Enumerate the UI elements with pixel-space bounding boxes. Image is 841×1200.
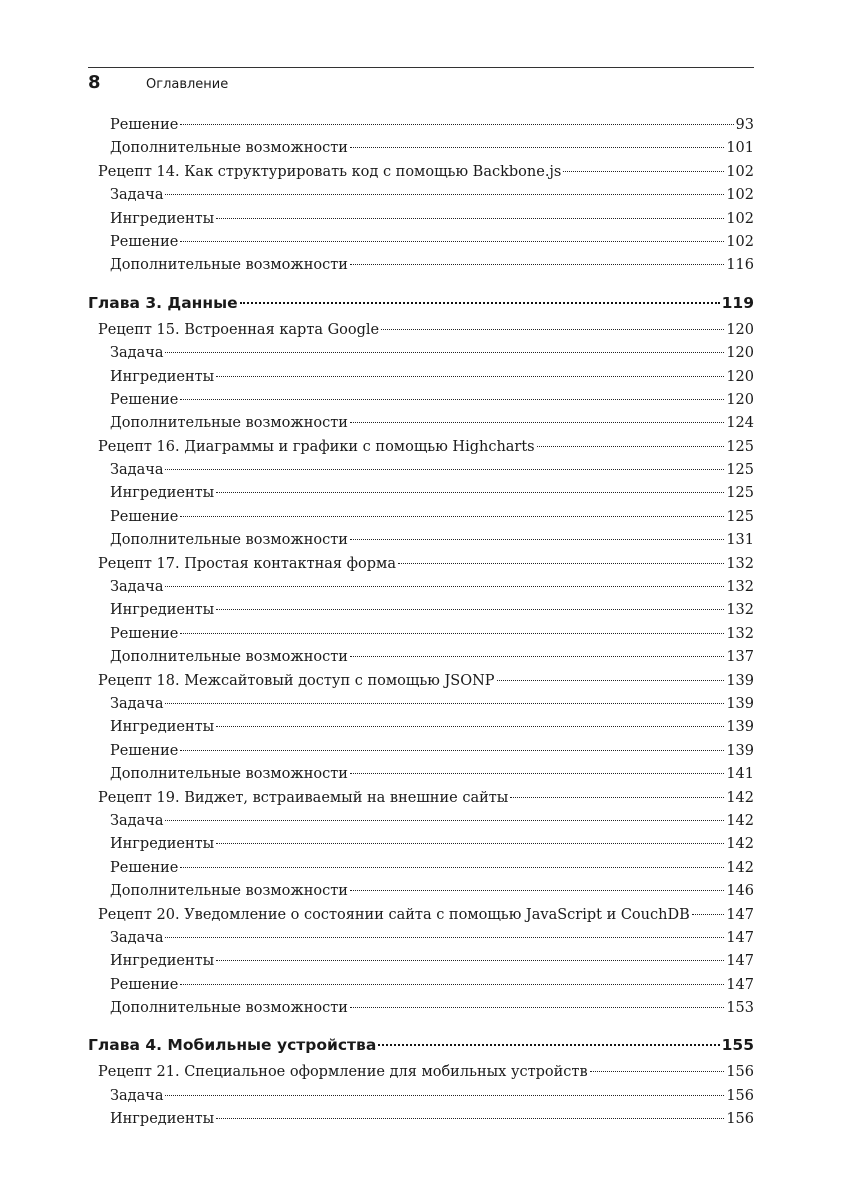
toc-entry-title: Рецепт 20. Уведомление о состоянии сайта с помощью JavaScript и CouchDB — [98, 906, 690, 923]
toc-entry-title: Рецепт 17. Простая контактная форма — [98, 555, 396, 572]
toc-section-entry[interactable] — [88, 693, 754, 716]
toc-entry-title: Задача — [110, 462, 164, 479]
toc-section-entry[interactable] — [88, 366, 754, 389]
toc-section-entry[interactable] — [88, 389, 754, 412]
dot-leader — [165, 820, 724, 821]
toc-entry-title: Дополнительные возможности — [110, 883, 348, 900]
dot-leader — [497, 680, 725, 681]
toc-entry-title: Ингредиенты — [110, 953, 215, 970]
toc-entry-page: 120 — [726, 368, 754, 385]
toc-section-entry[interactable] — [88, 482, 754, 505]
toc-entry-page: 139 — [726, 742, 754, 759]
toc-entry-page: 156 — [726, 1111, 754, 1128]
toc-section-entry[interactable] — [88, 950, 754, 973]
toc-recipe-entry[interactable] — [88, 553, 754, 576]
toc-entry-page: 125 — [726, 438, 754, 455]
toc-entry-page: 155 — [721, 1036, 754, 1055]
toc-entry-title: Рецепт 18. Межсайтовый доступ с помощью JSONP — [98, 672, 495, 689]
dot-leader — [350, 890, 724, 891]
toc-entry-page: 119 — [721, 293, 754, 312]
toc-section-entry[interactable] — [88, 254, 754, 277]
toc-section-entry[interactable] — [88, 833, 754, 856]
toc-entry-page: 156 — [726, 1087, 754, 1104]
dot-leader — [180, 633, 724, 634]
toc-entry-page: 142 — [726, 812, 754, 829]
toc-entry-page: 131 — [726, 532, 754, 549]
toc-entry-title: Рецепт 21. Специальное оформление для мобильных устройств — [98, 1064, 588, 1081]
dot-leader — [563, 171, 724, 172]
dot-leader — [165, 469, 724, 470]
dot-leader — [537, 446, 725, 447]
toc-section-entry[interactable] — [88, 184, 754, 207]
toc-entry-title: Решение — [110, 859, 179, 876]
toc-section-entry[interactable] — [88, 1108, 754, 1131]
toc-section-entry[interactable] — [88, 137, 754, 160]
dot-leader — [216, 960, 724, 961]
toc-entry-title: Решение — [110, 625, 179, 642]
toc-entry-page: 120 — [726, 391, 754, 408]
toc-entry-title: Задача — [110, 695, 164, 712]
toc-section-entry[interactable] — [88, 810, 754, 833]
toc-entry-title: Рецепт 14. Как структурировать код с помощью Backbone.js — [98, 163, 562, 180]
dot-leader — [216, 492, 724, 493]
toc-entry-title: Ингредиенты — [110, 1111, 215, 1128]
toc-recipe-entry[interactable] — [88, 787, 754, 810]
toc-entry-title: Решение — [110, 233, 179, 250]
toc-section-entry[interactable] — [88, 208, 754, 231]
dot-leader — [350, 539, 724, 540]
toc-section-entry[interactable] — [88, 927, 754, 950]
toc-chapter-entry[interactable] — [88, 287, 754, 319]
toc-entry-page: 147 — [726, 976, 754, 993]
dot-leader — [216, 1118, 724, 1119]
dot-leader — [165, 1095, 724, 1096]
table-of-contents — [88, 114, 754, 1132]
toc-entry-title: Дополнительные возможности — [110, 140, 348, 157]
dot-leader — [180, 124, 733, 125]
toc-section-entry[interactable] — [88, 857, 754, 880]
toc-entry-page: 132 — [726, 625, 754, 642]
toc-entry-title: Дополнительные возможности — [110, 649, 348, 666]
toc-recipe-entry[interactable] — [88, 436, 754, 459]
dot-leader — [165, 703, 724, 704]
toc-entry-page: 139 — [726, 719, 754, 736]
toc-entry-title: Задача — [110, 579, 164, 596]
toc-entry-page: 139 — [726, 695, 754, 712]
toc-entry-page: 142 — [726, 859, 754, 876]
toc-entry-page: 101 — [726, 140, 754, 157]
dot-leader — [590, 1071, 725, 1072]
dot-leader — [165, 586, 724, 587]
dot-leader — [350, 147, 724, 148]
toc-entry-title: Рецепт 15. Встроенная карта Google — [98, 321, 380, 338]
toc-entry-title: Задача — [110, 812, 164, 829]
toc-entry-title: Глава 4. Мобильные устройства — [88, 1036, 377, 1055]
dot-leader — [216, 843, 724, 844]
toc-entry-title: Решение — [110, 391, 179, 408]
dot-leader — [350, 264, 724, 265]
toc-entry-page: 102 — [726, 210, 754, 227]
toc-section-entry[interactable] — [88, 974, 754, 997]
toc-section-entry[interactable] — [88, 763, 754, 786]
toc-entry-title: Дополнительные возможности — [110, 532, 348, 549]
toc-entry-title: Ингредиенты — [110, 210, 215, 227]
toc-entry-page: 102 — [726, 187, 754, 204]
toc-entry-page: 120 — [726, 321, 754, 338]
dot-leader — [180, 867, 724, 868]
toc-recipe-entry[interactable] — [88, 161, 754, 184]
dot-leader — [398, 563, 724, 564]
toc-section-entry[interactable] — [88, 529, 754, 552]
dot-leader — [350, 773, 724, 774]
toc-entry-page: 147 — [726, 953, 754, 970]
toc-entry-page: 93 — [735, 117, 754, 133]
page-number: 8 — [88, 72, 101, 93]
toc-entry-title: Ингредиенты — [110, 602, 215, 619]
toc-section-entry[interactable] — [88, 459, 754, 482]
toc-entry-page: 146 — [726, 883, 754, 900]
toc-entry-title: Глава 3. Данные — [88, 293, 238, 312]
toc-entry-page: 125 — [726, 462, 754, 479]
toc-entry-title: Решение — [110, 117, 179, 133]
toc-entry-page: 147 — [726, 929, 754, 946]
dot-leader — [216, 376, 724, 377]
toc-section-entry[interactable] — [88, 231, 754, 254]
toc-entry-page: 141 — [726, 766, 754, 783]
toc-recipe-entry[interactable] — [88, 319, 754, 342]
toc-entry-page: 153 — [726, 1000, 754, 1017]
toc-recipe-entry[interactable] — [88, 904, 754, 927]
toc-entry-page: 137 — [726, 649, 754, 666]
toc-section-entry[interactable] — [88, 880, 754, 903]
toc-section-entry[interactable] — [88, 599, 754, 622]
dot-leader — [216, 609, 724, 610]
toc-entry-title: Рецепт 19. Виджет, встраиваемый на внешние сайты — [98, 789, 509, 806]
toc-entry-page: 116 — [726, 257, 754, 274]
toc-section-entry[interactable] — [88, 342, 754, 365]
toc-section-entry[interactable] — [88, 623, 754, 646]
toc-entry-page: 142 — [726, 836, 754, 853]
toc-entry-page: 139 — [726, 672, 754, 689]
toc-section-entry[interactable] — [88, 997, 754, 1020]
toc-section-entry[interactable] — [88, 506, 754, 529]
dot-leader — [180, 750, 724, 751]
header-rule — [88, 67, 754, 68]
dot-leader — [378, 1044, 719, 1046]
toc-entry-page: 124 — [726, 415, 754, 432]
toc-entry-page: 120 — [726, 345, 754, 362]
toc-entry-page: 102 — [726, 233, 754, 250]
toc-section-entry[interactable] — [88, 1085, 754, 1108]
toc-entry-page: 102 — [726, 163, 754, 180]
toc-entry-title: Ингредиенты — [110, 485, 215, 502]
toc-entry-title: Задача — [110, 1087, 164, 1104]
dot-leader — [180, 516, 724, 517]
toc-entry-title: Рецепт 16. Диаграммы и графики с помощью Highcharts — [98, 438, 535, 455]
dot-leader — [165, 937, 724, 938]
toc-entry-title: Ингредиенты — [110, 719, 215, 736]
toc-entry-page: 156 — [726, 1064, 754, 1081]
dot-leader — [165, 352, 724, 353]
toc-section-entry[interactable] — [88, 716, 754, 739]
toc-section-entry[interactable] — [88, 576, 754, 599]
toc-chapter-entry[interactable] — [88, 1029, 754, 1061]
dot-leader — [180, 984, 724, 985]
running-title: Оглавление — [146, 77, 229, 92]
toc-entry-page: 125 — [726, 508, 754, 525]
toc-entry-page: 132 — [726, 579, 754, 596]
toc-section-entry[interactable] — [88, 740, 754, 763]
dot-leader — [180, 241, 724, 242]
dot-leader — [692, 914, 725, 915]
toc-entry-page: 142 — [726, 789, 754, 806]
toc-entry-title: Решение — [110, 976, 179, 993]
toc-section-entry[interactable] — [88, 412, 754, 435]
toc-section-entry[interactable] — [88, 114, 754, 137]
dot-leader — [216, 218, 724, 219]
dot-leader — [350, 1007, 724, 1008]
dot-leader — [165, 194, 724, 195]
toc-entry-title: Дополнительные возможности — [110, 766, 348, 783]
dot-leader — [510, 797, 724, 798]
toc-section-entry[interactable] — [88, 646, 754, 669]
toc-entry-title: Задача — [110, 187, 164, 204]
toc-entry-title: Решение — [110, 742, 179, 759]
dot-leader — [216, 726, 724, 727]
toc-recipe-entry[interactable] — [88, 670, 754, 693]
dot-leader — [381, 329, 724, 330]
toc-recipe-entry[interactable] — [88, 1061, 754, 1084]
dot-leader — [240, 302, 720, 304]
toc-entry-page: 132 — [726, 602, 754, 619]
toc-entry-page: 132 — [726, 555, 754, 572]
page-header — [88, 72, 228, 96]
dot-leader — [180, 399, 724, 400]
dot-leader — [350, 656, 724, 657]
toc-entry-page: 125 — [726, 485, 754, 502]
toc-entry-title: Ингредиенты — [110, 836, 215, 853]
toc-entry-title: Задача — [110, 929, 164, 946]
toc-entry-title: Ингредиенты — [110, 368, 215, 385]
toc-entry-title: Дополнительные возможности — [110, 1000, 348, 1017]
toc-entry-title: Дополнительные возможности — [110, 415, 348, 432]
dot-leader — [350, 422, 724, 423]
toc-entry-page: 147 — [726, 906, 754, 923]
toc-entry-title: Дополнительные возможности — [110, 257, 348, 274]
toc-entry-title: Решение — [110, 508, 179, 525]
toc-entry-title: Задача — [110, 345, 164, 362]
